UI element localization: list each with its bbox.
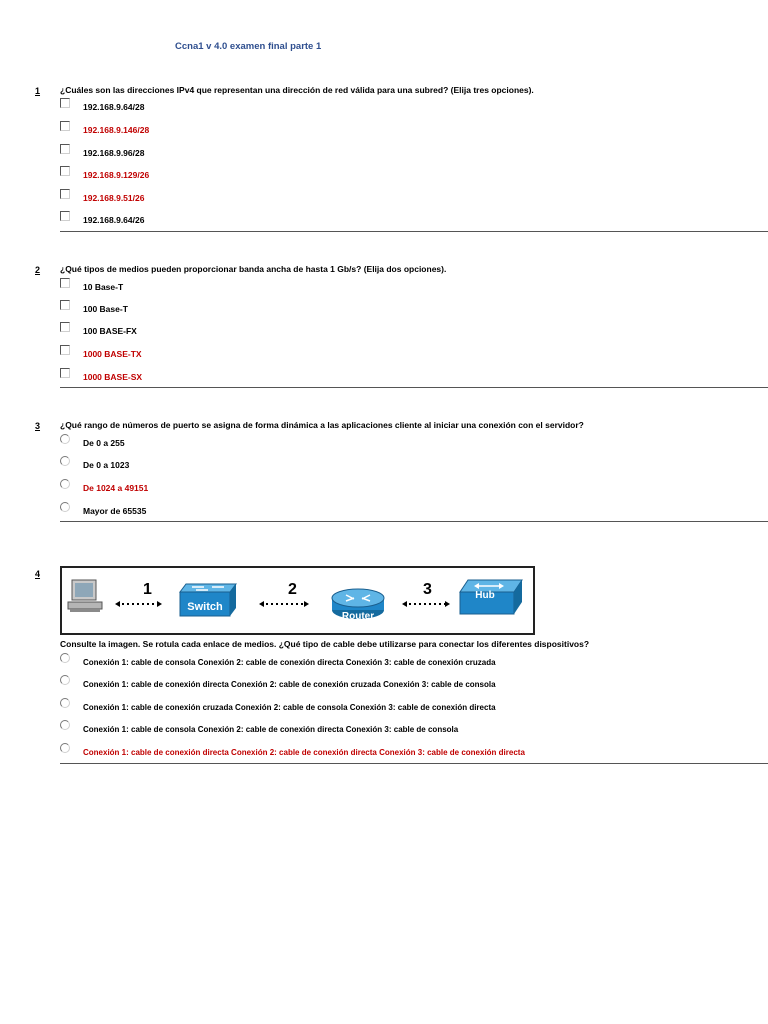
- q1-checkbox-5[interactable]: [60, 189, 70, 199]
- q4-option-2[interactable]: [60, 677, 496, 691]
- q1-checkbox-4[interactable]: [60, 166, 70, 176]
- q1-checkbox-6[interactable]: [60, 211, 70, 221]
- q3-radio-2[interactable]: [60, 456, 70, 466]
- q3-option-3-label: De 1024 a 49151: [83, 483, 149, 493]
- q1-checkbox-3[interactable]: [60, 144, 70, 154]
- q4-option-4-label: Conexión 1: cable de consola Conexión 2: cable de conexión directa Conexión 3: cable de consola: [83, 724, 459, 734]
- q2-checkbox-2[interactable]: [60, 300, 70, 310]
- question-1-number: 1: [35, 86, 41, 96]
- q2-divider: [60, 387, 768, 388]
- q1-option-1-label: 192.168.9.64/28: [83, 102, 145, 112]
- q2-option-4[interactable]: [60, 347, 142, 361]
- q3-option-4[interactable]: [60, 504, 146, 518]
- q2-option-2-label: 100 Base-T: [83, 304, 128, 314]
- link-1-label: 1: [143, 581, 152, 598]
- q3-radio-3[interactable]: [60, 479, 70, 489]
- q3-option-3[interactable]: [60, 481, 148, 495]
- q3-radio-1[interactable]: [60, 434, 70, 444]
- question-3-text: ¿Qué rango de números de puerto se asigna de forma dinámica a las aplicaciones cliente al iniciar una conexión con el servidor?: [60, 420, 584, 430]
- q4-option-3[interactable]: [60, 700, 496, 714]
- q3-option-2-label: De 0 a 1023: [83, 460, 130, 470]
- link-3-label: 3: [423, 581, 432, 598]
- q2-checkbox-3[interactable]: [60, 322, 70, 332]
- question-4-number: 4: [35, 569, 41, 579]
- q2-option-1[interactable]: [60, 280, 123, 294]
- switch-icon: [180, 584, 236, 616]
- q3-radio-4[interactable]: [60, 502, 70, 512]
- q3-option-2[interactable]: [60, 458, 129, 472]
- router-label: Router: [341, 611, 375, 622]
- q1-option-5-label: 192.168.9.51/26: [83, 193, 145, 203]
- switch-label: Switch: [187, 601, 223, 613]
- q1-option-5[interactable]: [60, 191, 144, 205]
- q4-radio-4[interactable]: [60, 720, 70, 730]
- q3-option-1[interactable]: [60, 436, 125, 450]
- q2-checkbox-1[interactable]: [60, 278, 70, 288]
- q1-option-6-label: 192.168.9.64/26: [83, 215, 145, 225]
- question-2-text: ¿Qué tipos de medios pueden proporcionar banda ancha de hasta 1 Gb/s? (Elija dos opciones).: [60, 264, 447, 274]
- question-1-text: ¿Cuáles son las direcciones IPv4 que representan una dirección de red válida para una subred? (Elija tres opciones).: [60, 85, 534, 95]
- q2-option-3[interactable]: [60, 324, 137, 338]
- q4-radio-3[interactable]: [60, 698, 70, 708]
- q2-checkbox-5[interactable]: [60, 368, 70, 378]
- question-4-text: Consulte la imagen. Se rotula cada enlace de medios. ¿Qué tipo de cable debe utilizarse para conectar los diferentes dispositivos?: [60, 639, 590, 649]
- q4-option-5[interactable]: [60, 745, 525, 759]
- q4-radio-1[interactable]: [60, 653, 70, 663]
- q4-option-1-label: Conexión 1: cable de consola Conexión 2: cable de conexión directa Conexión 3: cable de conexión cruzada: [83, 657, 496, 667]
- q2-option-3-label: 100 BASE-FX: [83, 326, 137, 336]
- router-icon: [332, 589, 384, 622]
- q3-divider: [60, 521, 768, 522]
- q2-option-2[interactable]: [60, 302, 128, 316]
- q1-option-2-label: 192.168.9.146/28: [83, 125, 150, 135]
- q4-radio-2[interactable]: [60, 675, 70, 685]
- q4-option-5-label: Conexión 1: cable de conexión directa Conexión 2: cable de conexión directa Conexión 3: cable de conexión directa: [83, 747, 525, 757]
- hub-icon: [460, 580, 522, 614]
- q3-option-4-label: Mayor de 65535: [83, 506, 147, 516]
- q4-option-3-label: Conexión 1: cable de conexión cruzada Conexión 2: cable de consola Conexión 3: cable de conexión directa: [83, 702, 496, 712]
- q2-option-1-label: 10 Base-T: [83, 282, 124, 292]
- q1-option-1[interactable]: [60, 100, 144, 114]
- q1-checkbox-2[interactable]: [60, 121, 70, 131]
- q1-option-3-label: 192.168.9.96/28: [83, 148, 145, 158]
- q2-option-5-label: 1000 BASE-SX: [83, 372, 143, 382]
- q1-option-4[interactable]: [60, 168, 149, 182]
- q4-radio-5[interactable]: [60, 743, 70, 753]
- q4-divider: [60, 763, 768, 764]
- question-3-number: 3: [35, 421, 41, 431]
- q2-checkbox-4[interactable]: [60, 345, 70, 355]
- network-diagram-svg: [62, 568, 533, 633]
- document-title: Ccna1 v 4.0 examen final parte 1: [175, 41, 322, 52]
- q4-option-4[interactable]: [60, 722, 458, 736]
- q1-checkbox-1[interactable]: [60, 98, 70, 108]
- network-diagram: [60, 566, 535, 635]
- q1-option-3[interactable]: [60, 146, 144, 160]
- q1-divider: [60, 231, 768, 232]
- q4-option-2-label: Conexión 1: cable de conexión directa Conexión 2: cable de conexión cruzada Conexión 3: cable de consola: [83, 679, 496, 689]
- question-2-number: 2: [35, 265, 41, 275]
- q2-option-5[interactable]: [60, 370, 142, 384]
- q3-option-1-label: De 0 a 255: [83, 438, 125, 448]
- link-2-label: 2: [288, 581, 297, 598]
- q1-option-2[interactable]: [60, 123, 149, 137]
- q4-option-1[interactable]: [60, 655, 496, 669]
- q2-option-4-label: 1000 BASE-TX: [83, 349, 142, 359]
- hub-label: Hub: [475, 590, 495, 601]
- pc-icon: [68, 580, 102, 612]
- q1-option-4-label: 192.168.9.129/26: [83, 170, 150, 180]
- q1-option-6[interactable]: [60, 213, 144, 227]
